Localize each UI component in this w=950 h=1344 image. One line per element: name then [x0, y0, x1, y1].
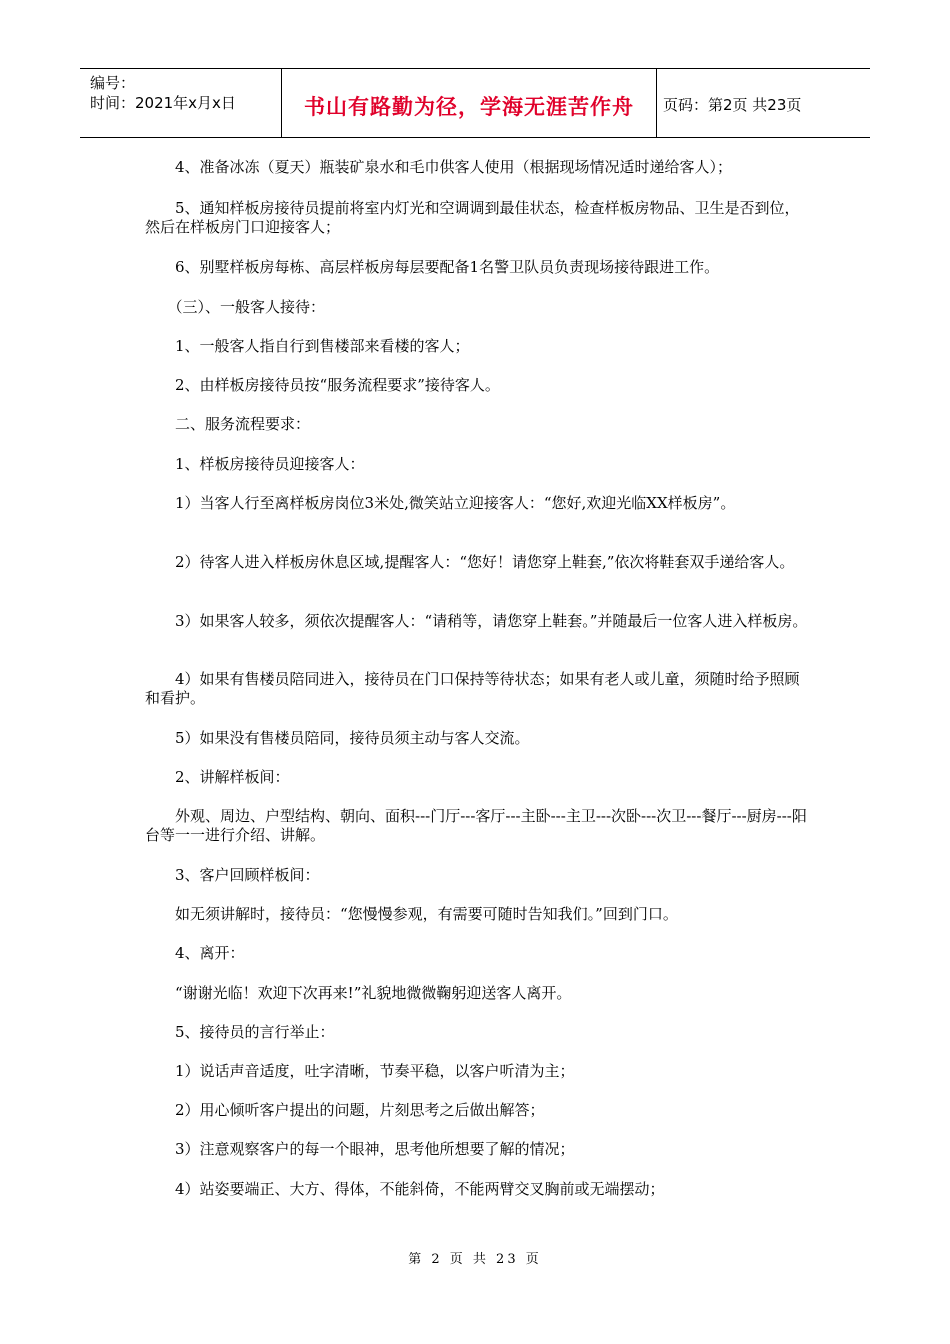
body-paragraph: 外观、周边、户型结构、朝向、面积---门厅---客厅---主卧---主卫---次卧---次卫---餐厅---厨房---阳台等一一进行介绍、讲解。: [145, 807, 807, 844]
body-paragraph: 1）说话声音适度，吐字清晰，节奏平稳，以客户听清为主；: [145, 1062, 575, 1080]
body-paragraph: 4）站姿要端正、大方、得体，不能斜倚，不能两臂交叉胸前或无端摆动；: [145, 1180, 665, 1198]
page-header: [80, 68, 870, 138]
body-paragraph: 1、样板房接待员迎接客人：: [145, 455, 365, 473]
footer-page-number: 第 2 页 共 23 页: [408, 1252, 542, 1267]
body-paragraph: “谢谢光临！欢迎下次再来!”礼貌地微微鞠躬迎送客人离开。: [145, 984, 572, 1002]
body-paragraph: 1）当客人行至离样板房岗位3米处,微笑站立迎接客人：“您好,欢迎光临XX样板房”。: [145, 494, 736, 512]
body-paragraph: （三）、一般客人接待：: [145, 298, 326, 316]
body-paragraph: 2、由样板房接待员按“服务流程要求”接待客人。: [145, 376, 500, 394]
body-paragraph: 2）用心倾听客户提出的问题，片刻思考之后做出解答；: [145, 1101, 545, 1119]
header-meta: [80, 69, 282, 137]
body-paragraph: 2）待客人进入样板房休息区域,提醒客人：“您好！请您穿上鞋套,”依次将鞋套双手递给客人。: [145, 553, 795, 571]
header-page-info-cell: [657, 69, 870, 137]
header-motto-cell: [282, 69, 657, 137]
body-paragraph: 如无须讲解时，接待员：“您慢慢参观，有需要可随时告知我们。”回到门口。: [145, 905, 678, 923]
document-date-label: 时间：2021年x月x日: [90, 94, 236, 112]
body-paragraph: 3）如果客人较多，须依次提醒客人：“请稍等，请您穿上鞋套。”并随最后一位客人进入样板房。: [145, 612, 808, 630]
header-motto: 书山有路勤为径，学海无涯苦作舟: [304, 95, 634, 119]
body-paragraph: 3）注意观察客户的每一个眼神，思考他所想要了解的情况；: [145, 1140, 575, 1158]
header-page-info: 页码：第2页 共23页: [663, 96, 802, 114]
document-number-label: 编号：: [90, 74, 136, 92]
body-paragraph: 2、讲解样板间：: [145, 768, 290, 786]
body-paragraph: 3、客户回顾样板间：: [145, 866, 320, 884]
body-paragraph: 1、一般客人指自行到售楼部来看楼的客人；: [145, 337, 470, 355]
body-paragraph: 4、离开：: [145, 944, 245, 962]
page-footer: [0, 1248, 950, 1267]
body-paragraph: 二、服务流程要求：: [145, 415, 311, 433]
body-paragraph: 6、别墅样板房每栋、高层样板房每层要配备1名警卫队员负责现场接待跟进工作。: [145, 258, 720, 276]
body-paragraph: 5、通知样板房接待员提前将室内灯光和空调调到最佳状态，检查样板房物品、卫生是否到位，然后在样板房门口迎接客人；: [145, 199, 800, 236]
body-paragraph: 4）如果有售楼员陪同进入，接待员在门口保持等待状态；如果有老人或儿童，须随时给予照顾和看护。: [145, 670, 800, 707]
body-paragraph: 5、接待员的言行举止：: [145, 1023, 335, 1041]
body-paragraph: 4、准备冰冻（夏天）瓶装矿泉水和毛巾供客人使用（根据现场情况适时递给客人）；: [145, 158, 733, 176]
body-paragraph: 5）如果没有售楼员陪同，接待员须主动与客人交流。: [145, 729, 530, 747]
